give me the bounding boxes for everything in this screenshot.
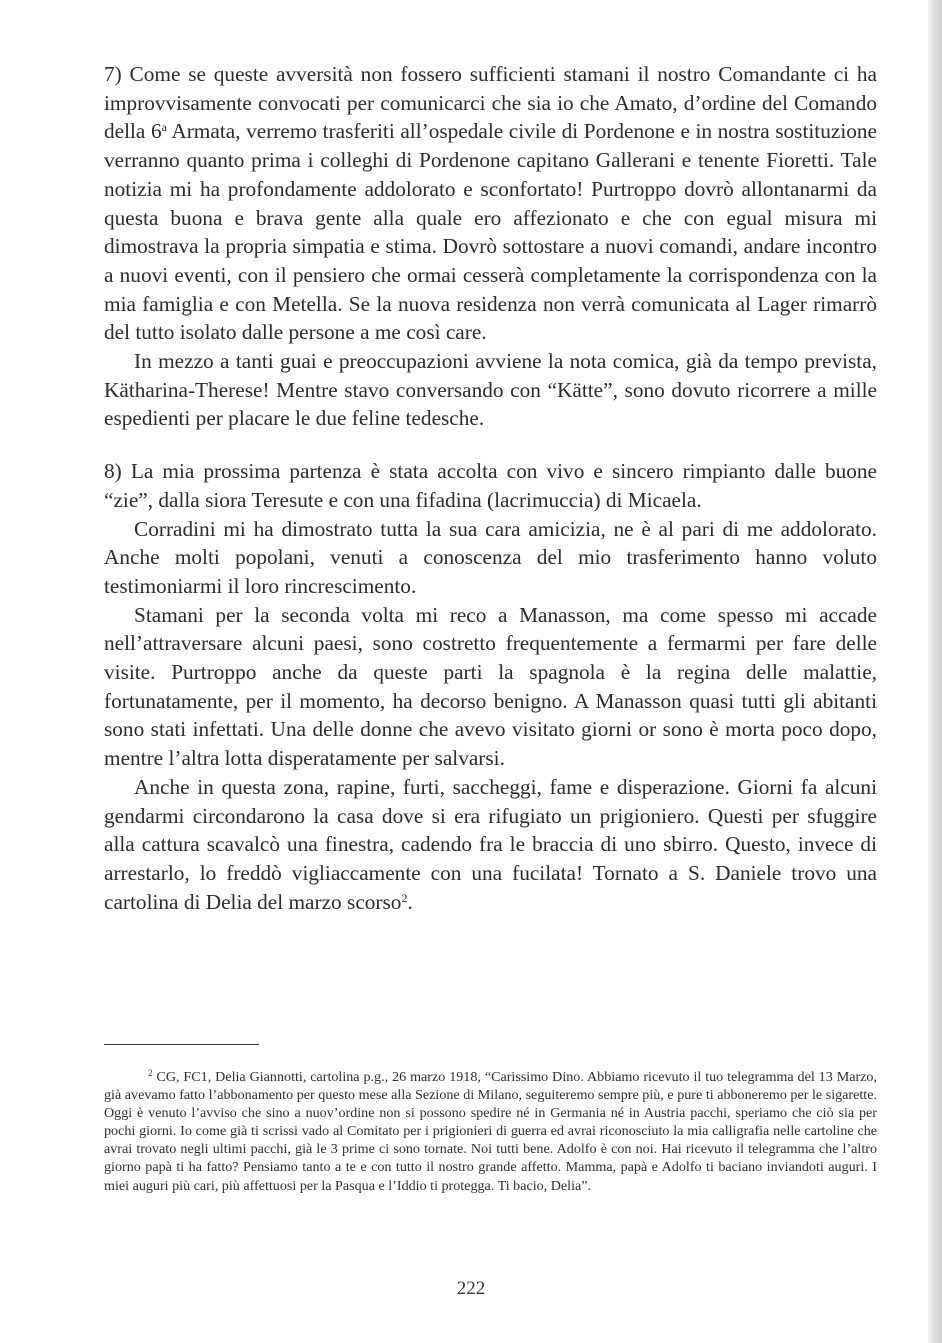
footnote-divider [104, 1044, 259, 1045]
footnote [104, 1068, 877, 1195]
page-edge-shadow [928, 0, 942, 1343]
section-7-paragraph-1-text-cont: Armata, verremo trasferiti all’ospedale civile di Pordenone e in nostra sostituzione verranno quanto prima i colleghi di Pordenone capitano Gallerani e tenente Fioretti. Tale notizia mi ha profondamente addolorato e sconfortato! Purtroppo dovrò allontanarmi da questa buona e brava gente alla quale ero affezionato e che con egual misura mi dimostrava la propria simpatia e stima. Dovrò sottostare a nuovi comandi, andare incontro a nuovi eventi, con il pensiero che ormai cesserà completamente la corrispondenza con la mia famiglia e con Metella. Se la nuova residenza non verrà comunicata al Lager rimarrò del tutto isolato dalle persone a me così care. [104, 119, 877, 345]
footnote-reference: 2 [401, 890, 408, 905]
section-8-paragraph-2: Corradini mi ha dimostrato tutta la sua cara amicizia, ne è al pari di me addolorato. Anche molti popolani, venuti a conoscenza del mio trasferimento hanno voluto testimoniarmi il loro rincrescimento. [104, 516, 877, 598]
section-8-paragraph-3: Stamani per la seconda volta mi reco a Manasson, ma come spesso mi accade nell’attraversare alcuni paesi, sono costretto frequentemente a fermarmi per fare delle visite. Purtroppo anche da queste parti la spagnola è la regina delle malattie, fortunatamente, per il momento, ha decorso benigno. A Manasson quasi tutti gli abitanti sono stati infettati. Una delle donne che avevo visitato giorni or sono è morta poco dopo, mentre l’altra lotta disperatamente per salvarsi. [104, 602, 877, 771]
section-8-paragraph-1: 8) La mia prossima partenza è stata accolta con vivo e sincero rimpianto dalle buone “zie”, dalla siora Teresute e con una fifadina (lacrimuccia) di Micaela. [104, 459, 877, 512]
section-7-paragraph-2: In mezzo a tanti guai e preoccupazioni avviene la nota comica, già da tempo prevista, Kätharina-Therese! Mentre stavo conversando con “Kätte”, sono dovuto ricorrere a mille espedienti per placare le due feline tedesche. [104, 349, 877, 431]
footnote-marker: 2 [148, 1068, 153, 1078]
superscript-ordinal: a [161, 120, 167, 135]
footnote-text: CG, FC1, Delia Giannotti, cartolina p.g., 26 marzo 1918, “Carissimo Dino. Abbiamo ricevuto il tuo telegramma del 13 Marzo, già avevamo fatto l’abbonamento per questo mese alla Sezione di Milano, seguiteremo sempre più, e pure ti abboneremo per le sigarette. Oggi è venuto l’avviso che sino a nuov’ordine non si possono spedire né in Germania né in Austria pacchi, speriamo che ciò sia per pochi giorni. Io come già ti scrissi vado al Comitato per i prigionieri di guerra ed avrai riconosciuto la mia calligrafia nelle cartoline che avrai trovato negli ultimi pacchi, già le 3 prime ci sono tornate. Noi tutti bene. Adolfo è con noi. Hai ricevuto il telegramma che l’altro giorno papà ti ha fatto? Pensiamo tanto a te e con tutto il nostro grande affetto. Mamma, papà e Adolfo ti baciano inviandoti auguri. I miei auguri più cari, più affettuosi per la Pasqua e l’Iddio ti protegga. Ti bacio, Delia”. [104, 1069, 877, 1194]
section-7-paragraph-1 [104, 60, 877, 347]
main-text [104, 60, 877, 916]
section-8-paragraph-4-end: . [407, 889, 413, 914]
section-8-paragraph-4-text: Anche in questa zona, rapine, furti, saccheggi, fame e disperazione. Giorni fa alcuni gendarmi circondarono la casa dove si era rifugiato un prigioniero. Questi per sfuggire alla cattura scavalcò una finestra, cadendo fra le braccia di uno sbirro. Questo, invece di arrestarlo, lo freddò vigliaccamente con una fucilata! Tornato a S. Daniele trovo una cartolina di Delia del marzo scorso [104, 774, 877, 914]
section-7-paragraph-1-text: 7) Come se queste avversità non fossero sufficienti stamani il nostro Comandante ci ha improvvisamente convocati per comunicarci che sia io che Amato, d’ordine del Comando della 6 [104, 62, 877, 144]
page-number: 222 [456, 1278, 486, 1299]
section-8-paragraph-4 [104, 773, 877, 917]
section-gap [104, 433, 877, 457]
